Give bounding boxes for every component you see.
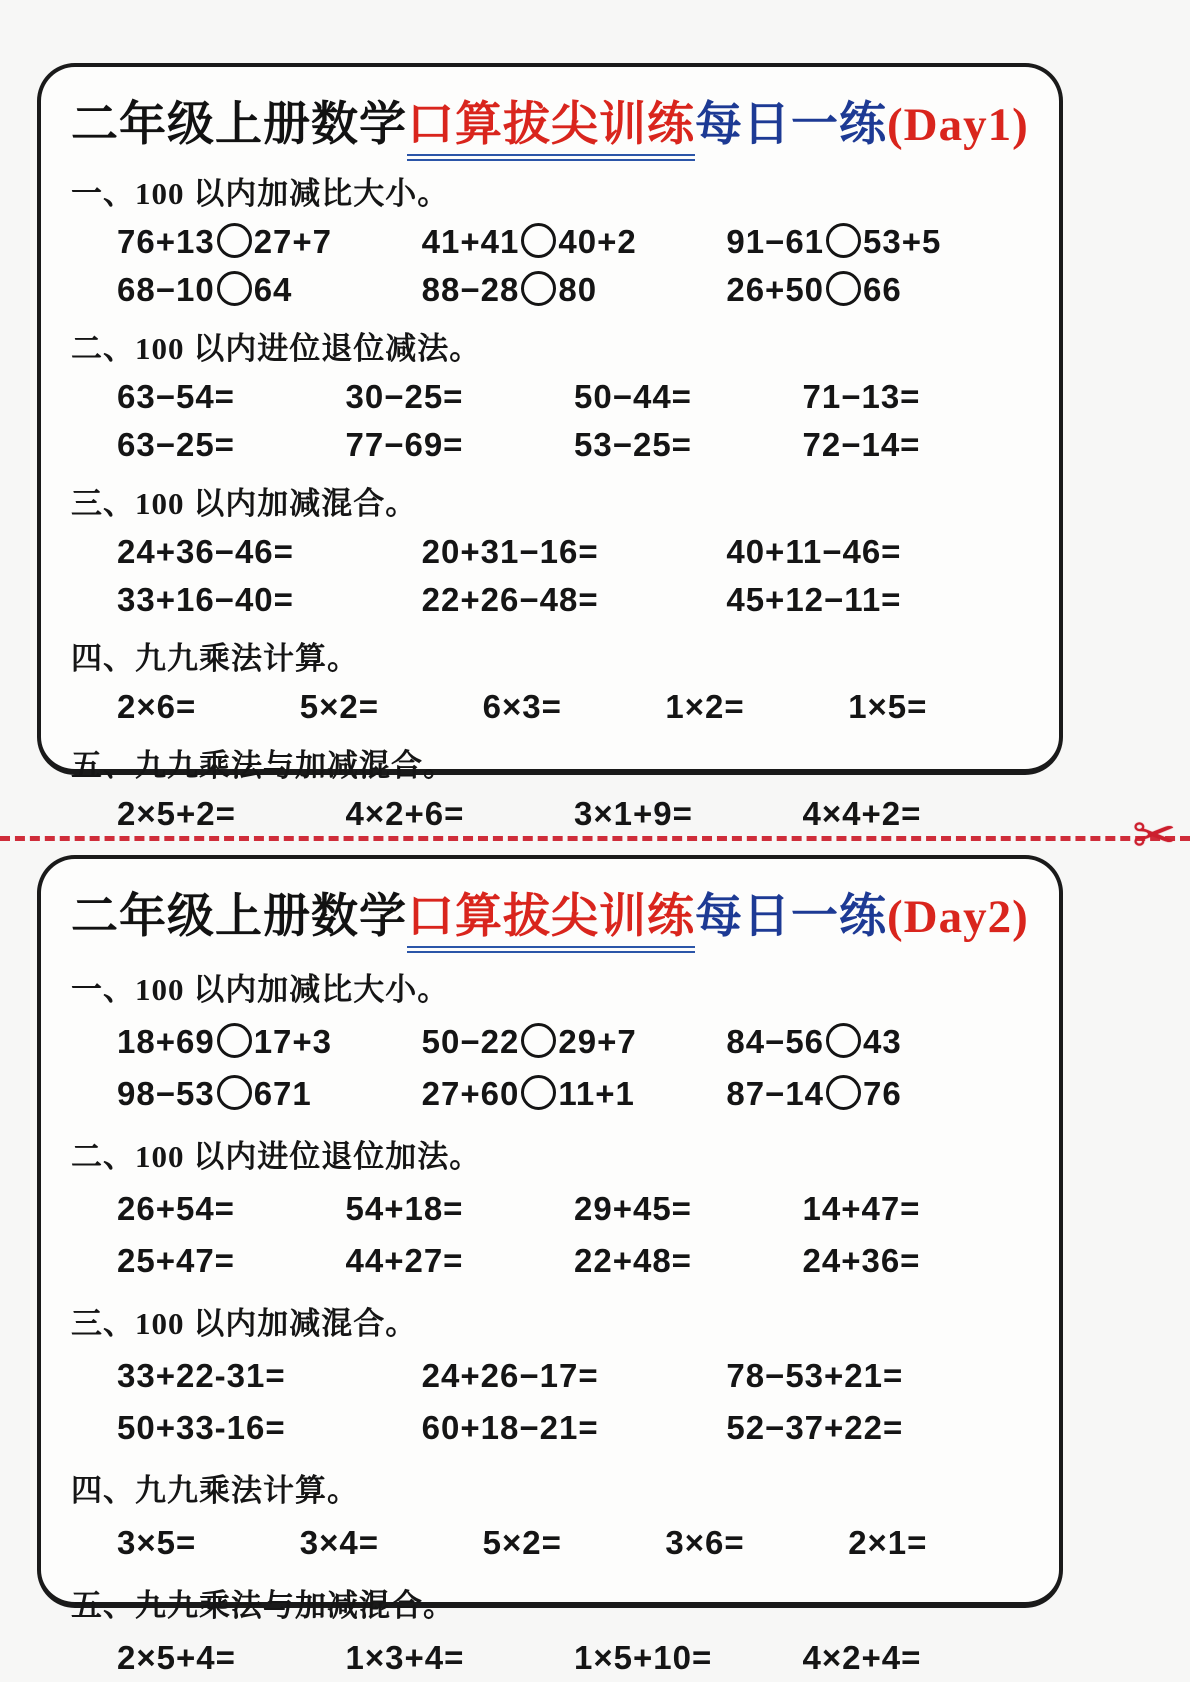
compare-circle bbox=[217, 223, 252, 258]
compare-problem bbox=[422, 271, 727, 309]
section-heading: 四、九九乘法计算。 bbox=[71, 1473, 359, 1508]
equation-problem: 52−37+22= bbox=[726, 1409, 904, 1446]
left-expression: 76+13 bbox=[117, 223, 215, 260]
section-heading: 一、100 以内加减比大小。 bbox=[71, 176, 450, 211]
problem-row bbox=[117, 688, 1031, 726]
compare-problem bbox=[422, 223, 727, 261]
page-title bbox=[71, 879, 1031, 946]
title-day-label: (Day1) bbox=[887, 99, 1029, 151]
compare-circle bbox=[521, 1023, 556, 1058]
problem-row bbox=[117, 1023, 1031, 1061]
equation-problem: 60+18−21= bbox=[421, 1409, 599, 1446]
equation-problem: 6×3= bbox=[482, 688, 562, 725]
equation-problem: 20+31−16= bbox=[421, 533, 599, 570]
right-expression: 80 bbox=[558, 271, 598, 308]
equation-problem: 3×1+9= bbox=[574, 795, 693, 832]
equation-problem: 29+45= bbox=[574, 1190, 692, 1227]
equation-problem: 4×2+4= bbox=[802, 1639, 922, 1676]
right-expression: 76 bbox=[863, 1075, 902, 1112]
left-expression: 88−28 bbox=[421, 271, 520, 308]
compare-problem bbox=[726, 1075, 1031, 1113]
problem-row bbox=[117, 1190, 1031, 1228]
problem-row bbox=[117, 271, 1031, 309]
problem-row bbox=[117, 581, 1031, 619]
equation-problem: 50−44= bbox=[574, 378, 692, 415]
equation-problem: 53−25= bbox=[574, 426, 692, 463]
worksheet-card-day1 bbox=[37, 63, 1063, 832]
equation-problem: 33+16−40= bbox=[117, 581, 294, 618]
equation-problem: 78−53+21= bbox=[726, 1357, 904, 1394]
equation-problem: 72−14= bbox=[802, 426, 921, 463]
equation-problem: 22+26−48= bbox=[421, 581, 599, 618]
problem-row bbox=[117, 533, 1031, 571]
equation-problem: 33+22-31= bbox=[117, 1357, 286, 1394]
problem-row bbox=[117, 378, 1031, 416]
right-expression: 40+2 bbox=[558, 223, 637, 260]
compare-circle bbox=[217, 1023, 252, 1058]
equation-problem: 24+26−17= bbox=[421, 1357, 599, 1394]
equation-problem: 5×2= bbox=[482, 1524, 562, 1561]
left-expression: 87−14 bbox=[726, 1075, 825, 1112]
title-highlight: 口算拔尖训练 bbox=[407, 891, 695, 953]
right-expression: 29+7 bbox=[558, 1023, 637, 1060]
equation-problem: 2×5+4= bbox=[117, 1639, 236, 1676]
title-course: 二年级上册数学 bbox=[71, 891, 407, 943]
title-highlight: 口算拔尖训练 bbox=[407, 99, 695, 161]
equation-problem: 63−54= bbox=[117, 378, 235, 415]
worksheet-card-day2 bbox=[37, 855, 1063, 1676]
section-heading: 五、九九乘法与加减混合。 bbox=[71, 1588, 455, 1623]
equation-problem: 50+33-16= bbox=[117, 1409, 286, 1446]
equation-problem: 63−25= bbox=[117, 426, 235, 463]
equation-problem: 25+47= bbox=[117, 1242, 235, 1279]
equation-problem: 1×2= bbox=[665, 688, 745, 725]
equation-problem: 5×2= bbox=[299, 688, 380, 725]
equation-problem: 1×3+4= bbox=[345, 1639, 465, 1676]
equation-problem: 54+18= bbox=[345, 1190, 464, 1227]
problem-row bbox=[117, 1242, 1031, 1280]
problem-row bbox=[117, 426, 1031, 464]
compare-problem bbox=[422, 1023, 727, 1061]
right-expression: 671 bbox=[253, 1075, 312, 1112]
left-expression: 98−53 bbox=[117, 1075, 215, 1112]
right-expression: 27+7 bbox=[253, 223, 333, 260]
equation-problem: 44+27= bbox=[345, 1242, 464, 1279]
section-heading: 三、100 以内加减混合。 bbox=[71, 1306, 418, 1341]
compare-circle bbox=[521, 223, 556, 258]
page-title bbox=[71, 87, 1031, 154]
compare-problem bbox=[422, 1075, 727, 1113]
title-day-label: (Day2) bbox=[887, 891, 1029, 943]
problem-row bbox=[117, 1409, 1031, 1447]
compare-circle bbox=[826, 1023, 861, 1058]
compare-circle bbox=[217, 271, 252, 306]
section-heading: 一、100 以内加减比大小。 bbox=[71, 972, 450, 1007]
title-course: 二年级上册数学 bbox=[71, 99, 407, 151]
equation-problem: 26+54= bbox=[117, 1190, 235, 1227]
equation-problem: 1×5+10= bbox=[574, 1639, 713, 1676]
equation-problem: 71−13= bbox=[802, 378, 921, 415]
equation-problem: 40+11−46= bbox=[726, 533, 902, 570]
compare-problem bbox=[726, 223, 1031, 261]
problem-row bbox=[117, 223, 1031, 261]
section-heading: 二、100 以内进位退位加法。 bbox=[71, 1139, 482, 1174]
compare-circle bbox=[521, 1075, 556, 1110]
right-expression: 53+5 bbox=[863, 223, 942, 260]
equation-problem: 3×4= bbox=[299, 1524, 380, 1561]
right-expression: 66 bbox=[863, 271, 902, 308]
left-expression: 50−22 bbox=[421, 1023, 520, 1060]
compare-problem bbox=[117, 1075, 422, 1113]
equation-problem: 14+47= bbox=[802, 1190, 921, 1227]
equation-problem: 4×4+2= bbox=[802, 795, 922, 832]
problem-row bbox=[117, 1075, 1031, 1113]
scissors-icon: ✂ bbox=[1132, 807, 1176, 865]
equation-problem: 24+36= bbox=[802, 1242, 921, 1279]
section-heading: 五、九九乘法与加减混合。 bbox=[71, 748, 455, 783]
compare-problem bbox=[726, 1023, 1031, 1061]
title-daily: 每日一练 bbox=[695, 99, 887, 151]
equation-problem: 77−69= bbox=[345, 426, 464, 463]
left-expression: 26+50 bbox=[726, 271, 825, 308]
equation-problem: 30−25= bbox=[345, 378, 464, 415]
title-daily: 每日一练 bbox=[695, 891, 887, 943]
equation-problem: 1×5= bbox=[848, 688, 928, 725]
left-expression: 18+69 bbox=[117, 1023, 215, 1060]
sections-day1 bbox=[69, 168, 1031, 833]
right-expression: 11+1 bbox=[558, 1075, 635, 1112]
right-expression: 64 bbox=[253, 271, 293, 308]
compare-circle bbox=[826, 223, 861, 258]
left-expression: 41+41 bbox=[421, 223, 520, 260]
section-heading: 二、100 以内进位退位减法。 bbox=[71, 331, 482, 366]
section-heading: 三、100 以内加减混合。 bbox=[71, 486, 418, 521]
compare-problem bbox=[117, 271, 422, 309]
left-expression: 91−61 bbox=[726, 223, 825, 260]
compare-circle bbox=[826, 1075, 861, 1110]
compare-circle bbox=[521, 271, 556, 306]
equation-problem: 2×1= bbox=[848, 1524, 928, 1561]
compare-circle bbox=[217, 1075, 252, 1110]
compare-problem bbox=[117, 1023, 422, 1061]
equation-problem: 4×2+6= bbox=[345, 795, 465, 832]
equation-problem: 2×6= bbox=[117, 688, 197, 725]
compare-circle bbox=[826, 271, 861, 306]
equation-problem: 45+12−11= bbox=[726, 581, 902, 618]
left-expression: 68−10 bbox=[117, 271, 215, 308]
equation-problem: 3×6= bbox=[665, 1524, 745, 1561]
equation-problem: 3×5= bbox=[117, 1524, 197, 1561]
equation-problem: 22+48= bbox=[574, 1242, 692, 1279]
problem-row bbox=[117, 1639, 1031, 1677]
right-expression: 43 bbox=[863, 1023, 902, 1060]
compare-problem bbox=[117, 223, 422, 261]
right-expression: 17+3 bbox=[253, 1023, 333, 1060]
dashed-line bbox=[0, 836, 1190, 841]
left-expression: 27+60 bbox=[421, 1075, 520, 1112]
left-expression: 84−56 bbox=[726, 1023, 825, 1060]
equation-problem: 2×5+2= bbox=[117, 795, 236, 832]
sections-day2 bbox=[69, 964, 1031, 1677]
problem-row bbox=[117, 1357, 1031, 1395]
section-heading: 四、九九乘法计算。 bbox=[71, 641, 359, 676]
equation-problem: 24+36−46= bbox=[117, 533, 294, 570]
compare-problem bbox=[726, 271, 1031, 309]
problem-row bbox=[117, 1524, 1031, 1562]
